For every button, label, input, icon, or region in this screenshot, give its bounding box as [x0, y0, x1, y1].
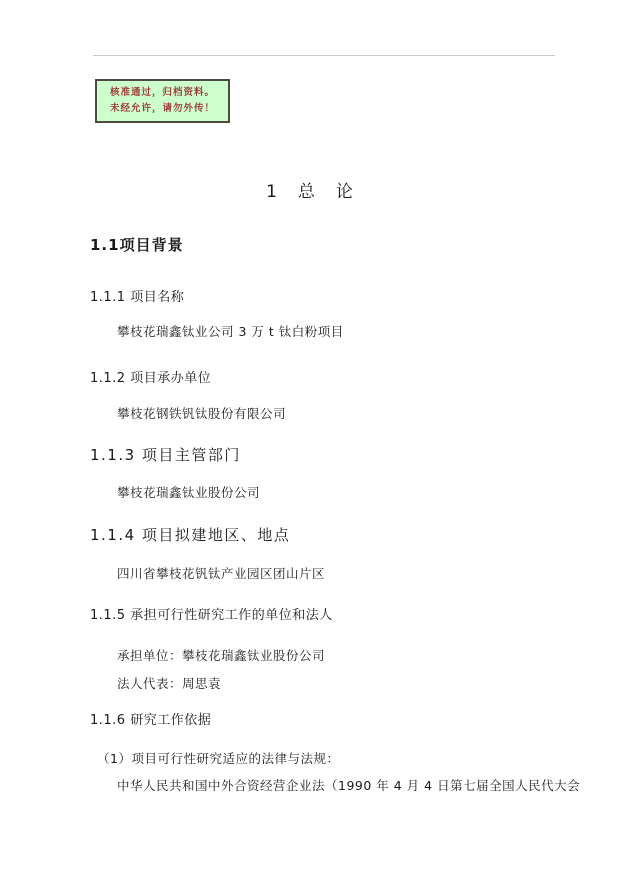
paragraph-authority: 攀枝花瑞鑫钛业股份公司	[117, 485, 261, 500]
stamp-line-2: 未经允许，请勿外传！	[109, 103, 215, 114]
chapter-title: 1 总 论	[266, 182, 355, 202]
header-rule	[93, 55, 555, 56]
approval-stamp	[95, 79, 230, 123]
stamp-line-1: 核准通过，归档资料。	[109, 87, 215, 98]
heading-1-1-4: 1.1.4 项目拟建地区、地点	[90, 526, 291, 544]
heading-1-1-3: 1.1.3 项目主管部门	[90, 446, 241, 464]
paragraph-project-name: 攀枝花瑞鑫钛业公司 3 万 t 钛白粉项目	[117, 324, 344, 339]
paragraph-legal-basis-intro: （1）项目可行性研究适应的法律与法规：	[97, 751, 340, 766]
heading-1-1-2: 1.1.2 项目承办单位	[90, 371, 212, 386]
paragraph-undertaking-unit: 承担单位：攀枝花瑞鑫钛业股份公司	[117, 648, 326, 663]
paragraph-undertaker: 攀枝花钢铁钒钛股份有限公司	[117, 406, 287, 421]
heading-1-1: 1.1项目背景	[90, 236, 184, 254]
paragraph-legal-representative: 法人代表：周思袁	[117, 676, 222, 691]
paragraph-legal-basis-law: 中华人民共和国中外合资经营企业法（1990 年 4 月 4 日第七届全国人民代大会	[117, 778, 581, 793]
heading-1-1-5: 1.1.5 承担可行性研究工作的单位和法人	[90, 608, 333, 623]
heading-1-1-6: 1.1.6 研究工作依据	[90, 713, 212, 728]
paragraph-location: 四川省攀枝花钒钛产业园区团山片区	[117, 566, 326, 581]
heading-1-1-1: 1.1.1 项目名称	[90, 290, 185, 305]
